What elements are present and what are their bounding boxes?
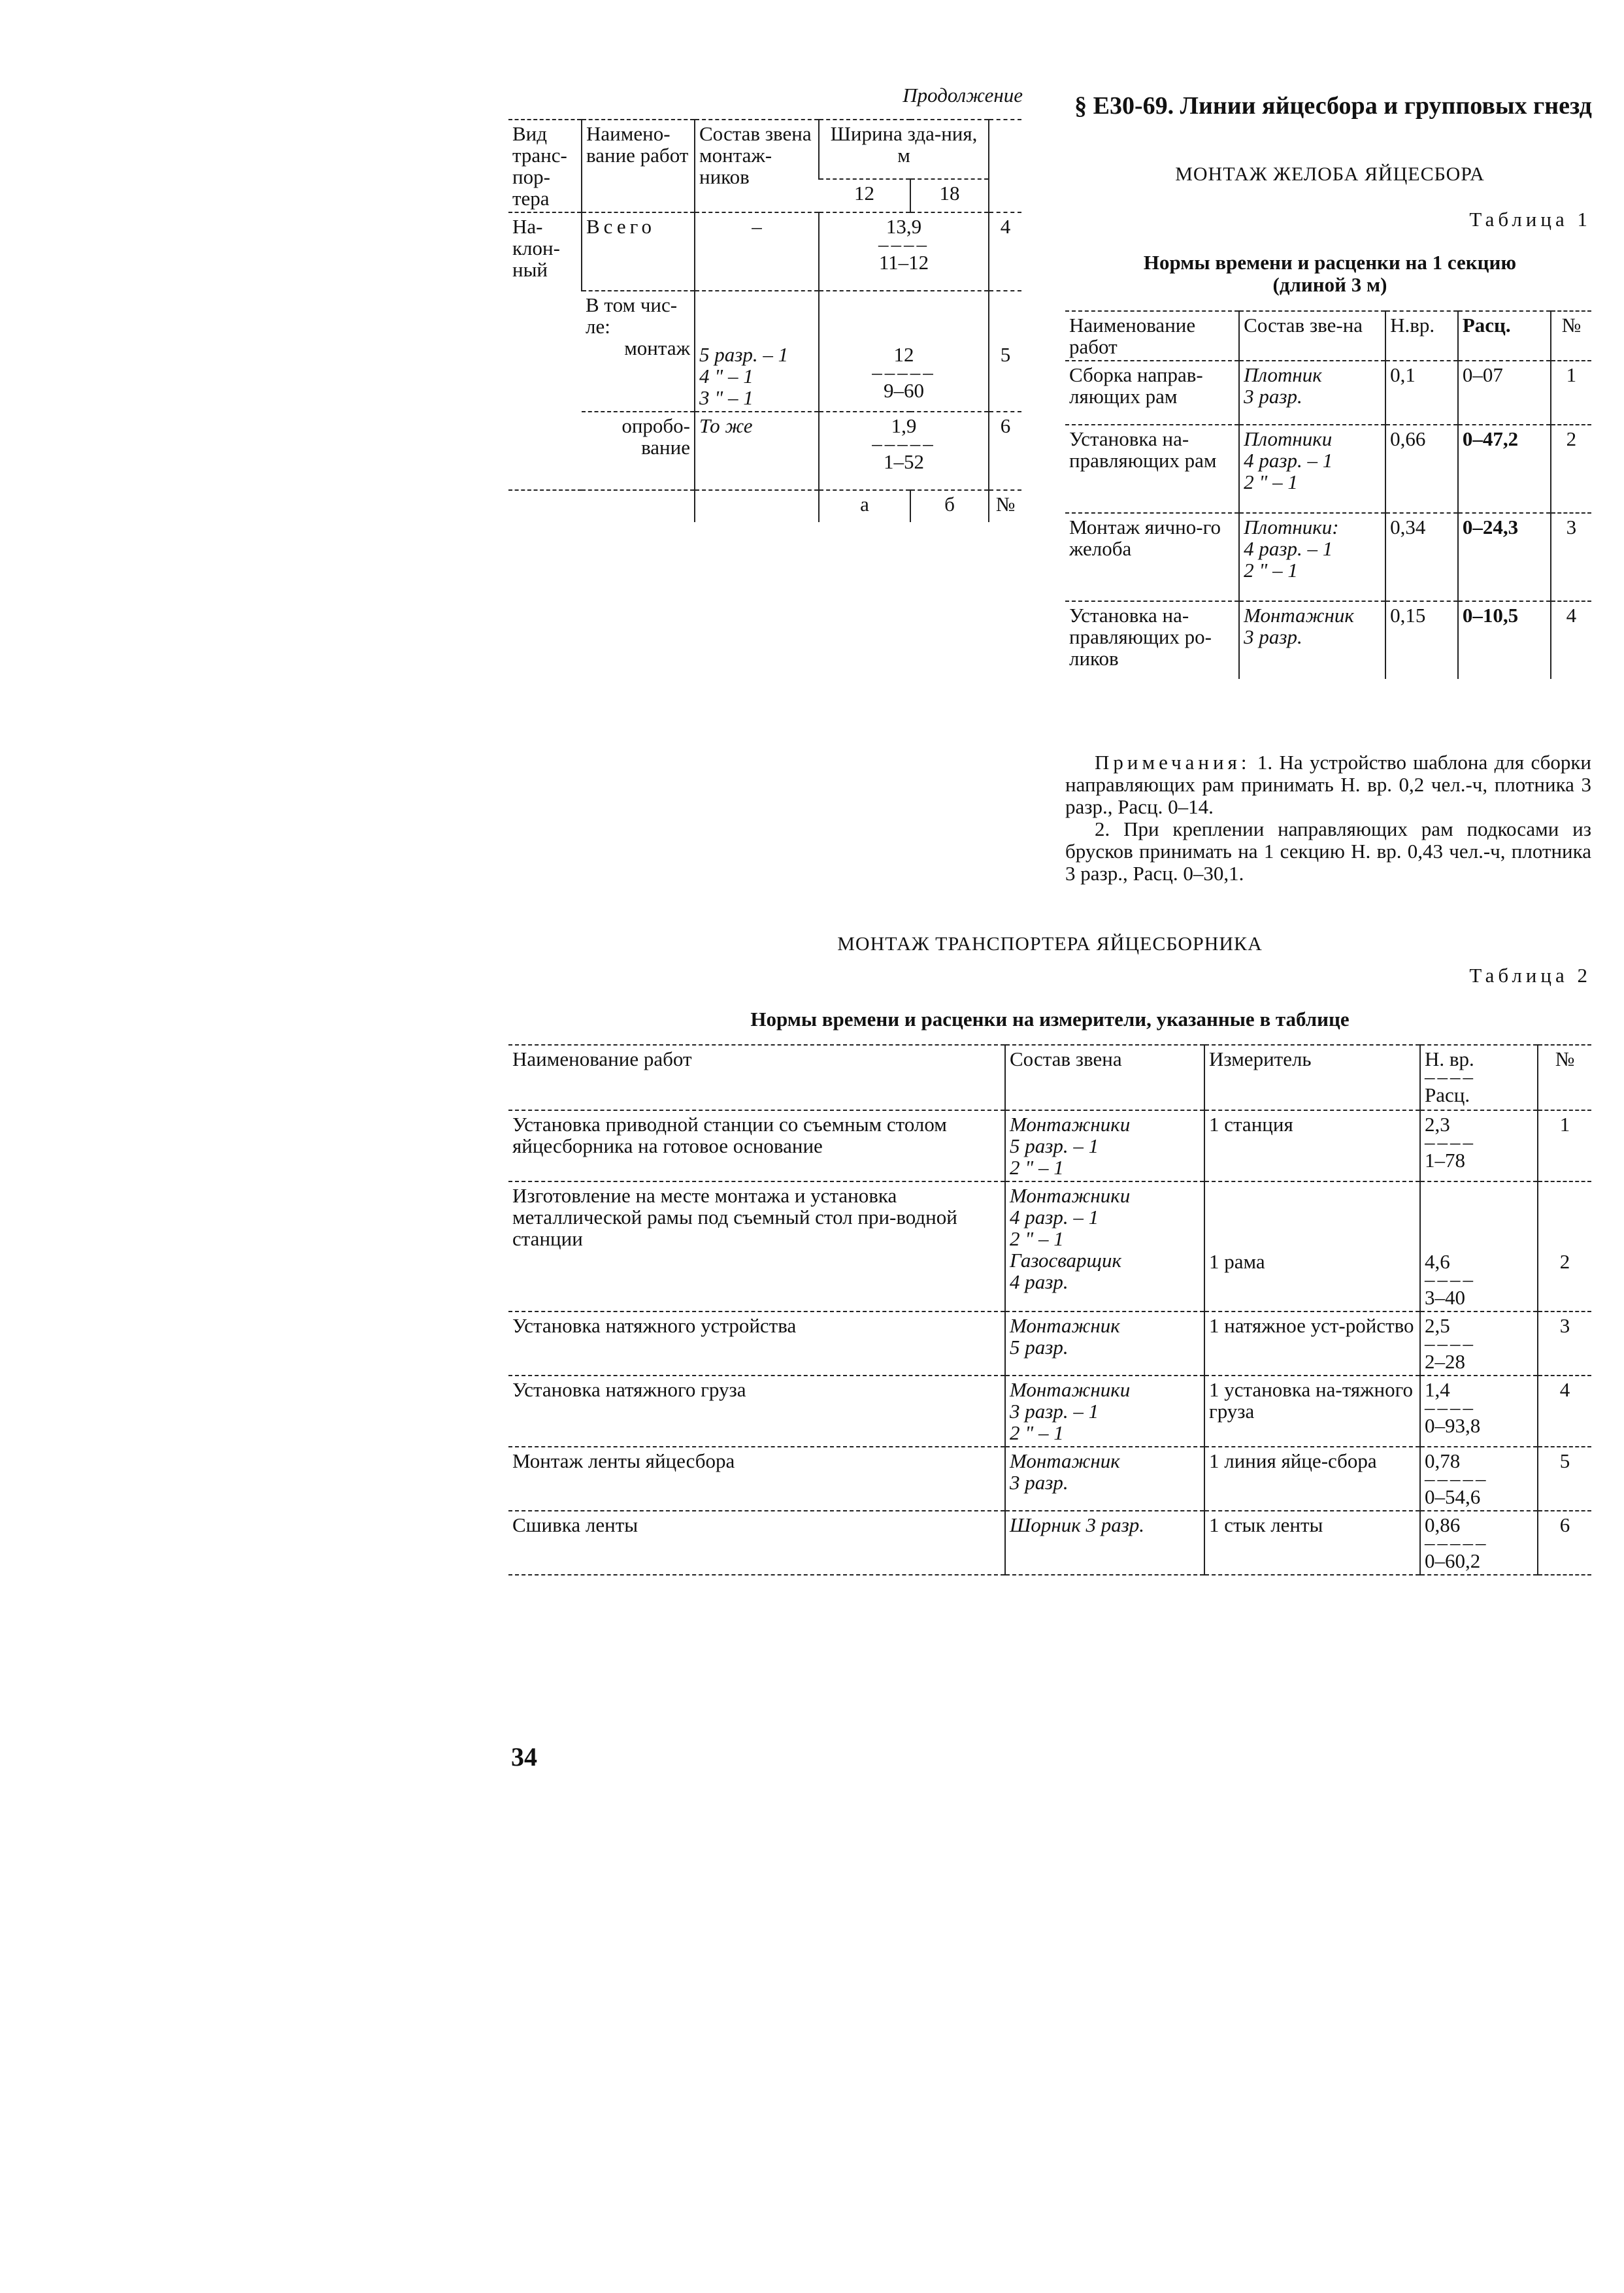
t2-row4-value: 1,4 –––– 0–93,8 [1420, 1376, 1538, 1447]
t1-row1-name: Сборка направ-ляющих рам [1065, 361, 1239, 425]
total-crew: – [695, 212, 819, 291]
continuation-label: Продолжение [903, 84, 1023, 107]
t1-row2-crew: Плотники 4 разр. – 1 2 " – 1 [1239, 425, 1385, 513]
table-row [1065, 361, 1591, 425]
note-1: Примечания: 1. На устройство шаблона для сборки направляющих рам принимать Н. вр. 0,2 чел.-ч, плотника 3 разр., Расц. 0–14. [1065, 751, 1592, 818]
footer-empty-2 [582, 490, 695, 522]
t2-row1-n: 1 [1538, 1110, 1591, 1181]
t2-row2-n: 2 [1538, 1181, 1591, 1311]
t2-row5-value: 0,78 ––––– 0–54,6 [1420, 1447, 1538, 1511]
footer-b: б [910, 490, 989, 522]
col-header-num [989, 120, 1021, 212]
table-row [1065, 513, 1591, 601]
t2-row3-unit: 1 натяжное уст-ройство [1204, 1311, 1420, 1376]
table-row [508, 1376, 1591, 1447]
subtitle-transporter: МОНТАЖ ТРАНСПОРТЕРА ЯЙЦЕСБОРНИКА [837, 933, 1263, 955]
total-num: 4 [989, 212, 1021, 291]
transporter-type: Нa-клон-ный [508, 212, 582, 490]
t1-header-crew: Состав зве-на [1239, 311, 1385, 361]
t2-header-crew: Состав звена [1005, 1045, 1204, 1110]
table-row [508, 1311, 1591, 1376]
t2-row3-name: Установка натяжного устройства [508, 1311, 1005, 1376]
t2-row3-crew: Монтажник 5 разр. [1005, 1311, 1204, 1376]
table-row [1065, 601, 1591, 679]
mount-label: В том чис-ле: монтаж [582, 291, 695, 412]
t2-row3-n: 3 [1538, 1311, 1591, 1376]
test-value: 1,9 ––––– 1–52 [819, 412, 989, 490]
notes [1065, 751, 1591, 885]
test-crew: То же [695, 412, 819, 490]
footer-n: № [989, 490, 1021, 522]
t2-row6-n: 6 [1538, 1511, 1591, 1575]
table1-label: Таблица 1 [1469, 208, 1591, 231]
col-header-w12: 12 [819, 179, 910, 212]
t2-row1-crew: Монтажники 5 разр. – 1 2 " – 1 [1005, 1110, 1204, 1181]
t1-row1-n: 1 [1551, 361, 1591, 425]
total-value: 13,9 –––– 11–12 [819, 212, 989, 291]
t2-row5-n: 5 [1538, 1447, 1591, 1511]
t2-row6-name: Сшивка ленты [508, 1511, 1005, 1575]
t2-row4-name: Установка натяжного груза [508, 1376, 1005, 1447]
t1-row3-crew: Плотники: 4 разр. – 1 2 " – 1 [1239, 513, 1385, 601]
col-header-w18: 18 [910, 179, 989, 212]
continuation-table [508, 119, 1021, 522]
t1-row1-crew: Плотник 3 разр. [1239, 361, 1385, 425]
t1-header-n: № [1551, 311, 1591, 361]
t2-row5-name: Монтаж ленты яйцесбора [508, 1447, 1005, 1511]
subtitle-trough: МОНТАЖ ЖЕЛОБА ЯЙЦЕСБОРА [1175, 163, 1485, 185]
table2-label: Таблица 2 [1469, 964, 1591, 987]
col-header-width: Ширина зда-ния, м [819, 120, 989, 179]
t1-row3-rasc: 0–24,3 [1458, 513, 1551, 601]
t1-row4-crew: Монтажник 3 разр. [1239, 601, 1385, 679]
col-header-type: Вид транс-пор-тера [508, 120, 582, 212]
mount-value: 12 ––––– 9–60 [819, 291, 989, 412]
t1-row1-rasc: 0–07 [1458, 361, 1551, 425]
t2-header-unit: Измеритель [1204, 1045, 1420, 1110]
t1-row4-name: Установка на-правляющих ро-ликов [1069, 604, 1212, 670]
t2-row1-name: Установка приводной станции со съемным столом яйцесборника на готовое основание [508, 1110, 1005, 1181]
footer-empty-1 [508, 490, 582, 522]
total-label: Всего [582, 212, 695, 291]
t1-row4-nvr: 0,15 [1385, 601, 1458, 679]
t2-header-name: Наименование работ [508, 1045, 1005, 1110]
t1-row4-rasc: 0–10,5 [1458, 601, 1551, 679]
t1-row3-name: Монтаж яично-го желоба [1065, 513, 1239, 601]
t2-header-n: № [1538, 1045, 1591, 1110]
footer-empty-3 [695, 490, 819, 522]
t2-row4-crew: Монтажники 3 разр. – 1 2 " – 1 [1005, 1376, 1204, 1447]
t2-row2-unit: 1 рама [1204, 1181, 1420, 1311]
t1-row4-n: 4 [1551, 601, 1591, 679]
t2-row5-crew: Монтажник 3 разр. [1005, 1447, 1204, 1511]
t2-row5-unit: 1 линия яйце-сбора [1204, 1447, 1420, 1511]
t2-row2-value: 4,6 –––– 3–40 [1420, 1181, 1538, 1311]
t2-row4-n: 4 [1538, 1376, 1591, 1447]
mount-crew: 5 разр. – 1 4 " – 1 3 " – 1 [695, 291, 819, 412]
col-header-work: Наимено-вание работ [582, 120, 695, 212]
t1-header-nvr: Н.вр. [1385, 311, 1458, 361]
section-title: § Е30-69. Линии яйцесбора и групповых гнезд [1074, 92, 1592, 120]
test-num: 6 [989, 412, 1021, 490]
t1-row2-n: 2 [1551, 425, 1591, 513]
col-header-crew: Состав звена монтаж-ников [695, 120, 819, 212]
table-row [508, 1511, 1591, 1575]
t2-row3-value: 2,5 –––– 2–28 [1420, 1311, 1538, 1376]
t2-row6-unit: 1 стык ленты [1204, 1511, 1420, 1575]
table-row [508, 1181, 1591, 1311]
table2-caption: Нормы времени и расценки на измерители, указанные в таблице [750, 1008, 1350, 1031]
t1-row1-nvr: 0,1 [1385, 361, 1458, 425]
t2-row4-unit: 1 установка на-тяжного груза [1204, 1376, 1420, 1447]
page-number: 34 [511, 1742, 537, 1772]
note-2: 2. При креплении направляющих рам подкосами из брусков принимать на 1 секцию Н. вр. 0,43 чел.-ч, плотника 3 разр., Расц. 0–30,1. [1065, 817, 1591, 885]
t2-row2-crew: Монтажники 4 разр. – 1 2 " – 1 Газосварщик 4 разр. [1005, 1181, 1204, 1311]
t2-row6-value: 0,86 ––––– 0–60,2 [1420, 1511, 1538, 1575]
table2 [508, 1044, 1591, 1575]
t2-row1-unit: 1 станция [1204, 1110, 1420, 1181]
t1-header-rasc: Расц. [1458, 311, 1551, 361]
table-row [508, 1110, 1591, 1181]
t1-row3-n: 3 [1551, 513, 1591, 601]
mount-num: 5 [989, 291, 1021, 412]
t2-header-nvr: Н. вр. –––– Расц. [1420, 1045, 1538, 1110]
t1-row2-name: Установка на-правляющих рам [1065, 425, 1239, 513]
table-row [1065, 425, 1591, 513]
t1-row2-nvr: 0,66 [1385, 425, 1458, 513]
t1-row2-rasc: 0–47,2 [1458, 425, 1551, 513]
t2-row2-name: Изготовление на месте монтажа и установка металлической рамы под съемный стол при-водной станции [508, 1181, 1005, 1311]
t2-row1-value: 2,3 –––– 1–78 [1420, 1110, 1538, 1181]
t1-header-name: Наименование работ [1065, 311, 1239, 361]
table-row [508, 1447, 1591, 1511]
test-label: опробо-вание [582, 412, 695, 490]
footer-a: а [819, 490, 910, 522]
t1-row3-nvr: 0,34 [1385, 513, 1458, 601]
table1 [1065, 310, 1591, 679]
t2-row6-crew: Шорник 3 разр. [1005, 1511, 1204, 1575]
table1-caption: Нормы времени и расценки на 1 секцию (длиной 3 м) [1143, 251, 1517, 296]
